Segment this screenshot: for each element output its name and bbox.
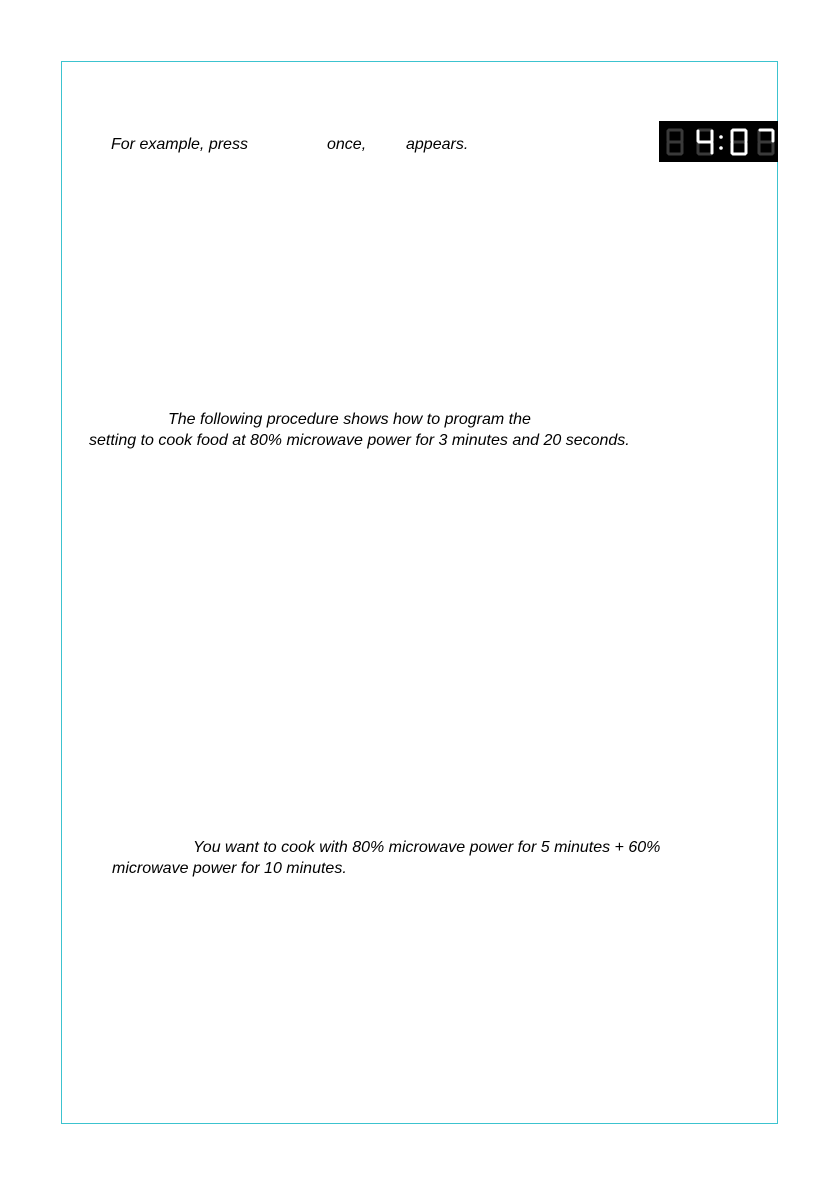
page-border bbox=[61, 61, 778, 1124]
led-display bbox=[659, 121, 778, 162]
example-text-start: For example, press bbox=[111, 136, 248, 153]
multistage-line-1: You want to cook with 80% microwave power for 5 minutes + 60% bbox=[193, 839, 661, 856]
procedure-line-2: setting to cook food at 80% microwave power for 3 minutes and 20 seconds. bbox=[89, 432, 630, 449]
display-digit-4 bbox=[759, 130, 773, 154]
procedure-line-1: The following procedure shows how to program the bbox=[168, 411, 531, 428]
display-digit-1 bbox=[668, 130, 682, 154]
example-text-once: once, bbox=[327, 136, 367, 153]
display-digit-2 bbox=[698, 130, 712, 154]
multistage-line-2: microwave power for 10 minutes. bbox=[112, 860, 347, 877]
display-colon bbox=[719, 135, 723, 150]
example-text-appears: appears. bbox=[406, 136, 469, 153]
display-digit-3 bbox=[732, 130, 746, 154]
